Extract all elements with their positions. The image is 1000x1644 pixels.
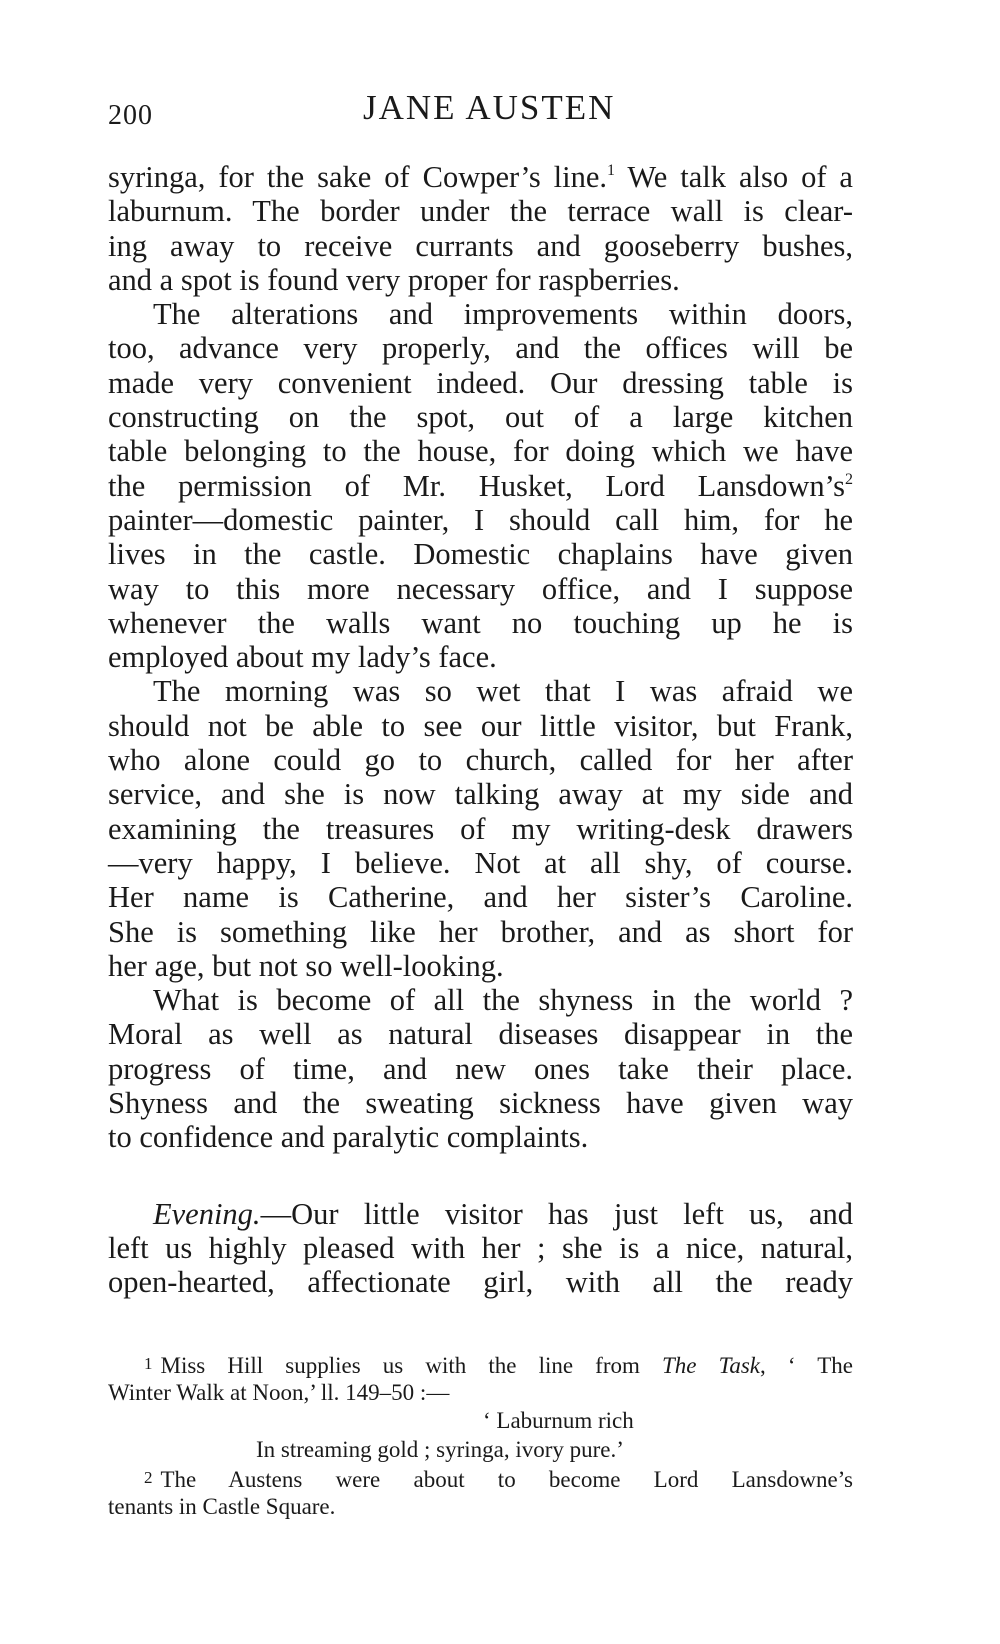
footnote-marker: 1: [144, 1354, 153, 1373]
section-gap: [108, 1155, 853, 1197]
main-text: [108, 160, 853, 1300]
text-line: should not be able to see our little visitor, but Frank,: [108, 708, 853, 743]
text-line: too, advance very properly, and the offices will be: [108, 331, 853, 366]
text-line: She is something like her brother, and as short for: [108, 914, 853, 949]
text-line: examining the treasures of my writing-desk drawers: [108, 811, 853, 846]
text-line: way to this more necessary office, and I suppose: [108, 571, 853, 606]
page-header: [108, 88, 848, 138]
text-line: employed about my lady’s face.: [108, 640, 497, 675]
footnote-ref: 1: [607, 162, 616, 179]
text-line: open-hearted, affectionate girl, with all the ready: [108, 1265, 853, 1300]
text-line: who alone could go to church, called for her after: [108, 743, 853, 778]
text-line: —very happy, I believe. Not at all shy, of course.: [108, 845, 853, 880]
text-line: syringa, for the sake of Cowper’s line.$^1$ We talk also of a: [108, 160, 853, 194]
text-line: laburnum. The border under the terrace wall is clear-: [108, 194, 853, 229]
verse-line: ‘ Laburnum rich: [483, 1408, 634, 1433]
text-line: whenever the walls want no touching up he is: [108, 605, 853, 640]
text-line: progress of time, and new ones take their place.: [108, 1051, 853, 1086]
text-line: and a spot is found very proper for raspberries.: [108, 262, 680, 297]
running-title: JANE AUSTEN: [363, 88, 616, 127]
text-line: left us highly pleased with her ; she is a nice, natural,: [108, 1230, 853, 1265]
text-line: constructing on the spot, out of a large kitchen: [108, 400, 853, 435]
page-number: 200: [108, 100, 153, 131]
verse-line: In streaming gold ; syringa, ivory pure.’: [256, 1436, 624, 1462]
footnote-marker: 2: [144, 1468, 153, 1487]
text-line: painter—domestic painter, I should call him, for he: [108, 502, 853, 537]
text-line: Evening.—Our little visitor has just left us, and: [153, 1196, 853, 1231]
section-label: Evening.: [153, 1196, 261, 1231]
text-line: The alterations and improvements within doors,: [153, 297, 853, 332]
footnote-1-cont: Winter Walk at Noon,’ ll. 149–50 :—: [108, 1379, 450, 1405]
text-line: table belonging to the house, for doing which we have: [108, 434, 853, 469]
footnote-ref: 2: [845, 470, 853, 488]
text-line: ing away to receive currants and gooseberry bushes,: [108, 228, 853, 263]
text-line: Shyness and the sweating sickness have given way: [108, 1086, 853, 1121]
footnote-2-cont: tenants in Castle Square.: [108, 1493, 336, 1519]
footnote-1: 1 Miss Hill supplies us with the line from The Task, ‘ The: [144, 1353, 853, 1378]
text-line: her age, but not so well-looking.: [108, 948, 504, 983]
footnotes: [108, 1350, 853, 1521]
text-line: made very convenient indeed. Our dressing table is: [108, 365, 853, 400]
text-line: to confidence and paralytic complaints.: [108, 1120, 589, 1155]
text-line: Moral as well as natural diseases disappear in the: [108, 1017, 853, 1052]
footnote-2: 2 The Austens were about to become Lord Lansdowne’s: [144, 1467, 853, 1492]
text-line: What is become of all the shyness in the world ?: [153, 983, 853, 1018]
text-line: lives in the castle. Domestic chaplains have given: [108, 537, 853, 572]
text-line: The morning was so wet that I was afraid we: [153, 674, 853, 709]
text-line: service, and she is now talking away at my side and: [108, 777, 853, 812]
text-line: the permission of Mr. Husket, Lord $Lansdown’s^2$: [108, 468, 853, 503]
text-line: Her name is Catherine, and her sister’s Caroline.: [108, 880, 853, 915]
